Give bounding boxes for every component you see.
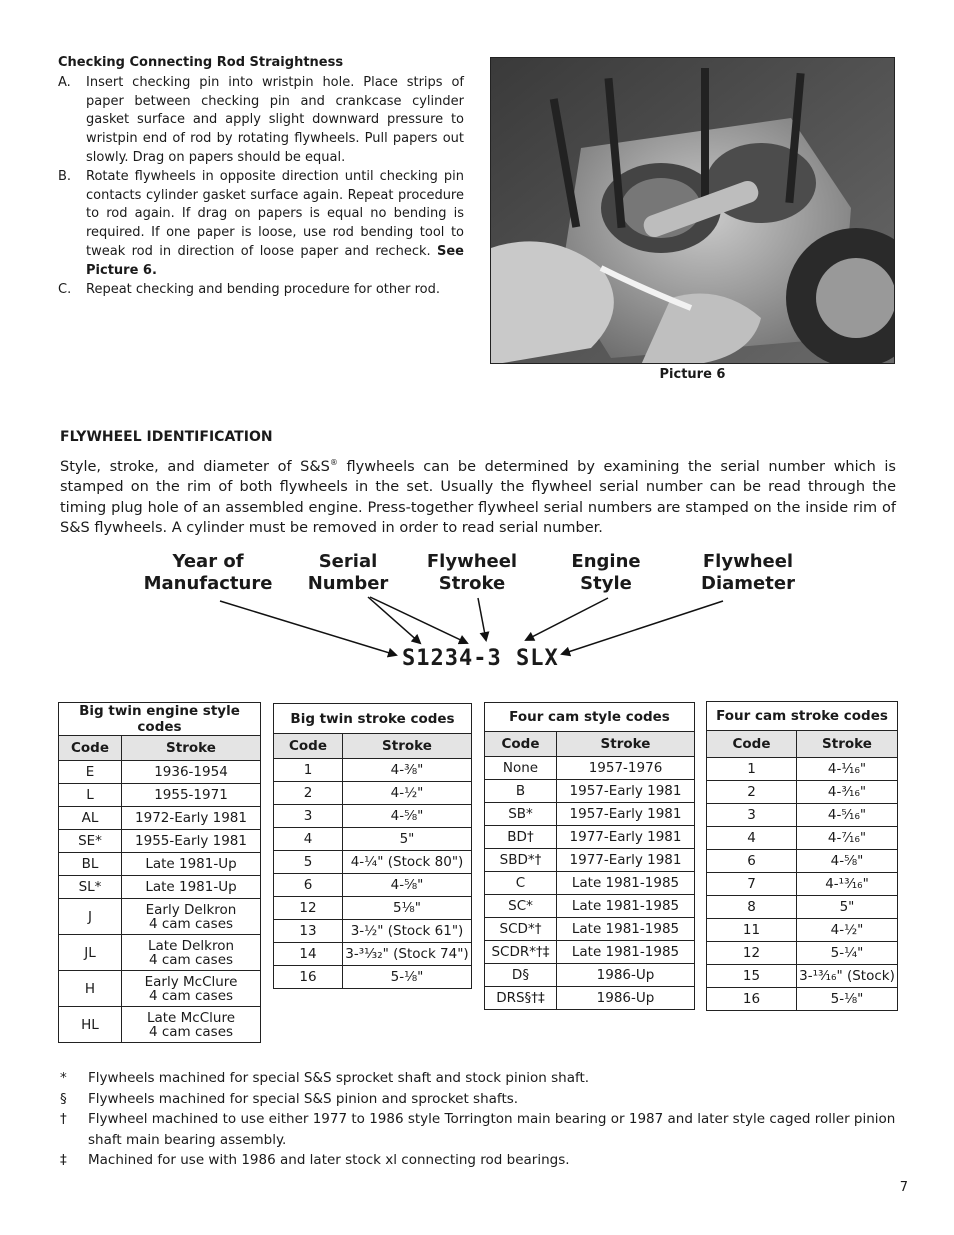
table-row: [485, 780, 695, 803]
cell-value: [122, 1007, 261, 1043]
serial-code-example: S1234-3 SLX: [402, 646, 559, 671]
cell-code: 3: [274, 805, 343, 828]
table-caption: Big twin stroke codes: [274, 704, 472, 734]
cell-code: 12: [274, 897, 343, 920]
photo-caption: Picture 6: [659, 367, 726, 382]
cell-code: 6: [707, 850, 797, 873]
arrow-year: [220, 601, 396, 655]
table-row: [485, 826, 695, 849]
cell-value: 4-⅝": [343, 874, 472, 897]
cell-value: 4-½": [343, 782, 472, 805]
table-row: [485, 918, 695, 941]
cell-code: E: [59, 761, 122, 784]
section-title-flywheel: FLYWHEEL IDENTIFICATION: [60, 429, 273, 445]
table-row: [485, 872, 695, 895]
cell-code: 4: [274, 828, 343, 851]
label-line: Stroke: [438, 573, 506, 594]
table-big-twin-style: [58, 702, 261, 1043]
col-header-code: Code: [707, 731, 797, 758]
table-row: [59, 899, 261, 935]
table-row: [59, 971, 261, 1007]
page-number: 7: [899, 1180, 908, 1195]
cell-line: Late Delkron: [147, 937, 235, 954]
cell-code: J: [59, 899, 122, 935]
cell-code: JL: [59, 935, 122, 971]
cell-code: 1: [707, 758, 797, 781]
cell-value: 1957-1976: [557, 757, 695, 780]
table-row: [485, 803, 695, 826]
footnote-text: Flywheel machined to use either 1977 to 1986 style Torrington main bearing or 1987 and later style caged roller pinion shaft main bearing assembly.: [88, 1111, 896, 1148]
cell-value: 5-⅛": [343, 966, 472, 989]
cell-code: 3: [707, 804, 797, 827]
footnote-symbol: †: [60, 1111, 67, 1127]
table-row: [274, 874, 472, 897]
cell-value: Late 1981-Up: [122, 853, 261, 876]
table-row: [485, 757, 695, 780]
col-header-stroke: Stroke: [557, 732, 695, 757]
label-line: Style: [580, 573, 632, 594]
cell-value: Late 1981-1985: [557, 872, 695, 895]
label-line: Number: [307, 573, 389, 594]
cell-code: None: [485, 757, 557, 780]
cell-code: DRS§†‡: [485, 987, 557, 1010]
paragraph-text: flywheels can be determined by examining the serial number which is stamped on the rim of both flywheels in the set. Usually the flywheel serial number can be read through the timing plug hole of an assembled engine. Press-together flywheel serial numbers are stamped on the inside rim of S&S flywheels. A cylinder must be removed in order to read serial number.: [60, 458, 896, 537]
cell-code: SCDR*†‡: [485, 941, 557, 964]
cell-code: 13: [274, 920, 343, 943]
cell-value: 4-¹³⁄₁₆": [797, 873, 898, 896]
step-letter: C.: [58, 281, 72, 297]
cell-line: 4 cam cases: [148, 1023, 234, 1040]
cell-value: 1986-Up: [557, 964, 695, 987]
table-row: [707, 873, 898, 896]
cell-line: Early Delkron: [145, 901, 237, 918]
cell-code: SBD*†: [485, 849, 557, 872]
cell-value: 4-¹⁄₁₆": [797, 758, 898, 781]
step-text: Insert checking pin into wristpin hole. Place strips of paper between checking pin and crankcase cylinder gasket surface and apply slight downward pressure to wristpin end of rod by rotating flywheels. Pull papers out slowly. Drag on papers should be equal.: [86, 74, 464, 165]
cell-code: 16: [274, 966, 343, 989]
cell-code: 2: [707, 781, 797, 804]
cell-code: D§: [485, 964, 557, 987]
label-line: Flywheel: [426, 551, 518, 572]
cell-value: 3-³¹⁄₃₂" (Stock 74"): [343, 943, 472, 966]
table-row: [274, 897, 472, 920]
cell-value: 4-³⁄₁₆": [797, 781, 898, 804]
table-caption: Four cam stroke codes: [707, 702, 898, 731]
cell-value: 1986-Up: [557, 987, 695, 1010]
col-header-code: Code: [485, 732, 557, 757]
table-row: [707, 942, 898, 965]
cell-code: 5: [274, 851, 343, 874]
cell-value: 4-⅜": [343, 759, 472, 782]
table-caption: Big twin engine style codes: [59, 703, 261, 736]
footnote-symbol: ‡: [60, 1152, 67, 1168]
table-caption: Four cam style codes: [485, 703, 695, 732]
table-row: [59, 853, 261, 876]
cell-code: HL: [59, 1007, 122, 1043]
cell-line: 4 cam cases: [148, 951, 234, 968]
cell-value: 4-⅝": [343, 805, 472, 828]
table-row: [485, 987, 695, 1010]
cell-code: 12: [707, 942, 797, 965]
table-row: [485, 941, 695, 964]
cell-code: SCD*†: [485, 918, 557, 941]
label-line: Engine: [571, 551, 641, 572]
table-row: [707, 850, 898, 873]
cell-code: 2: [274, 782, 343, 805]
section-title-checking: Checking Connecting Rod Straightness: [58, 55, 344, 70]
paragraph-text: Style, stroke, and diameter of S&S: [60, 458, 330, 475]
step-text-main: Rotate flywheels in opposite direction until checking pin contacts cylinder gasket surface again. Repeat procedure to rod again. If drag on papers is equal no bending is required. If one paper is loose, use rod bending tool to tweak rod in direction of loose paper and recheck.: [86, 168, 464, 259]
label-line: Diameter: [701, 573, 795, 594]
cell-code: 4: [707, 827, 797, 850]
cell-value: [122, 935, 261, 971]
table-row: [707, 781, 898, 804]
cell-value: 1957-Early 1981: [557, 780, 695, 803]
footnote-symbol: *: [60, 1070, 67, 1086]
footnote-text: Flywheels machined for special S&S pinion and sprocket shafts.: [88, 1090, 519, 1107]
arrow-engine-style: [526, 598, 608, 640]
cell-value: Late 1981-1985: [557, 895, 695, 918]
col-header-stroke: Stroke: [797, 731, 898, 758]
col-header-stroke: Stroke: [122, 736, 261, 761]
cell-code: 15: [707, 965, 797, 988]
cell-code: 6: [274, 874, 343, 897]
col-header-code: Code: [274, 734, 343, 759]
cell-value: 5-¼": [797, 942, 898, 965]
cell-code: 8: [707, 896, 797, 919]
cell-value: 1955-Early 1981: [122, 830, 261, 853]
cell-code: B: [485, 780, 557, 803]
table-row: [59, 876, 261, 899]
cell-value: 4-⅝": [797, 850, 898, 873]
cell-value: Late 1981-1985: [557, 941, 695, 964]
cell-value: 3-¹³⁄₁₆" (Stock): [797, 965, 898, 988]
cell-line: 4 cam cases: [148, 987, 234, 1004]
registered-mark: ®: [329, 458, 338, 467]
table-row: [707, 758, 898, 781]
cell-value: 5-⅛": [797, 988, 898, 1011]
cell-value: 5": [797, 896, 898, 919]
table-row: [274, 966, 472, 989]
cell-value: 5⅛": [343, 897, 472, 920]
cell-code: SC*: [485, 895, 557, 918]
table-row: [274, 805, 472, 828]
table-row: [707, 896, 898, 919]
cell-value: 1977-Early 1981: [557, 826, 695, 849]
table-row: [707, 965, 898, 988]
table-row: [485, 849, 695, 872]
cell-value: 1977-Early 1981: [557, 849, 695, 872]
cell-code: 11: [707, 919, 797, 942]
table-four-cam-style: [484, 702, 695, 1010]
table-row: [59, 935, 261, 971]
cell-code: AL: [59, 807, 122, 830]
table-row: [59, 1007, 261, 1043]
cell-value: Late 1981-Up: [122, 876, 261, 899]
cell-line: Early McClure: [144, 973, 238, 990]
table-row: [59, 807, 261, 830]
table-row: [59, 784, 261, 807]
footnote: [60, 1068, 900, 1089]
cell-value: 3-½" (Stock 61"): [343, 920, 472, 943]
cell-value: 1936-1954: [122, 761, 261, 784]
cell-code: SL*: [59, 876, 122, 899]
footnote-text: Machined for use with 1986 and later stock xl connecting rod bearings.: [88, 1152, 570, 1168]
footnote: [60, 1150, 900, 1171]
table-row: [707, 827, 898, 850]
cell-line: 4 cam cases: [148, 915, 234, 932]
table-row: [485, 895, 695, 918]
cell-value: 4-¼" (Stock 80"): [343, 851, 472, 874]
table-row: [707, 988, 898, 1011]
table-row: [707, 919, 898, 942]
cell-value: 1972-Early 1981: [122, 807, 261, 830]
cell-code: 14: [274, 943, 343, 966]
table-row: [59, 830, 261, 853]
table-big-twin-stroke: [273, 703, 472, 989]
footnote-text: Flywheels machined for special S&S sprocket shaft and stock pinion shaft.: [88, 1070, 590, 1086]
arrow-serial-2: [370, 597, 467, 643]
cell-value: Late 1981-1985: [557, 918, 695, 941]
cell-code: L: [59, 784, 122, 807]
cell-value: 1957-Early 1981: [557, 803, 695, 826]
see-picture-ref: See Picture 6.: [86, 243, 464, 278]
cell-value: [122, 899, 261, 935]
label-line: Serial: [318, 551, 378, 572]
cell-code: BD†: [485, 826, 557, 849]
footnotes: [60, 1068, 900, 1171]
cell-code: BL: [59, 853, 122, 876]
arrow-stroke: [478, 598, 486, 640]
cell-code: 1: [274, 759, 343, 782]
cell-value: 1955-1971: [122, 784, 261, 807]
step-letter: B.: [58, 168, 72, 184]
table-four-cam-stroke: [706, 701, 898, 1011]
label-line: Flywheel: [702, 551, 794, 572]
cell-code: C: [485, 872, 557, 895]
label-line: Year of: [172, 551, 244, 572]
table-row: [274, 782, 472, 805]
table-row: [59, 761, 261, 784]
table-row: [707, 804, 898, 827]
table-row: [274, 828, 472, 851]
cell-line: Late McClure: [146, 1009, 236, 1026]
label-line: Manufacture: [143, 573, 273, 594]
cell-code: SB*: [485, 803, 557, 826]
cell-code: H: [59, 971, 122, 1007]
col-header-code: Code: [59, 736, 122, 761]
table-row: [274, 851, 472, 874]
table-row: [274, 943, 472, 966]
cell-code: 7: [707, 873, 797, 896]
cell-code: SE*: [59, 830, 122, 853]
arrow-serial-1: [368, 597, 420, 643]
footnote-symbol: §: [60, 1090, 67, 1107]
table-row: [274, 759, 472, 782]
cell-value: 4-½": [797, 919, 898, 942]
col-header-stroke: Stroke: [343, 734, 472, 759]
step-text: Repeat checking and bending procedure for other rod.: [86, 281, 441, 297]
cell-value: 4-⁷⁄₁₆": [797, 827, 898, 850]
cell-value: [122, 971, 261, 1007]
cell-value: 4-⁵⁄₁₆": [797, 804, 898, 827]
table-row: [485, 964, 695, 987]
step-letter: A.: [58, 74, 71, 90]
footnote: [60, 1109, 900, 1150]
table-row: [274, 920, 472, 943]
cell-value: 5": [343, 828, 472, 851]
cell-code: 16: [707, 988, 797, 1011]
footnote: [60, 1089, 900, 1110]
